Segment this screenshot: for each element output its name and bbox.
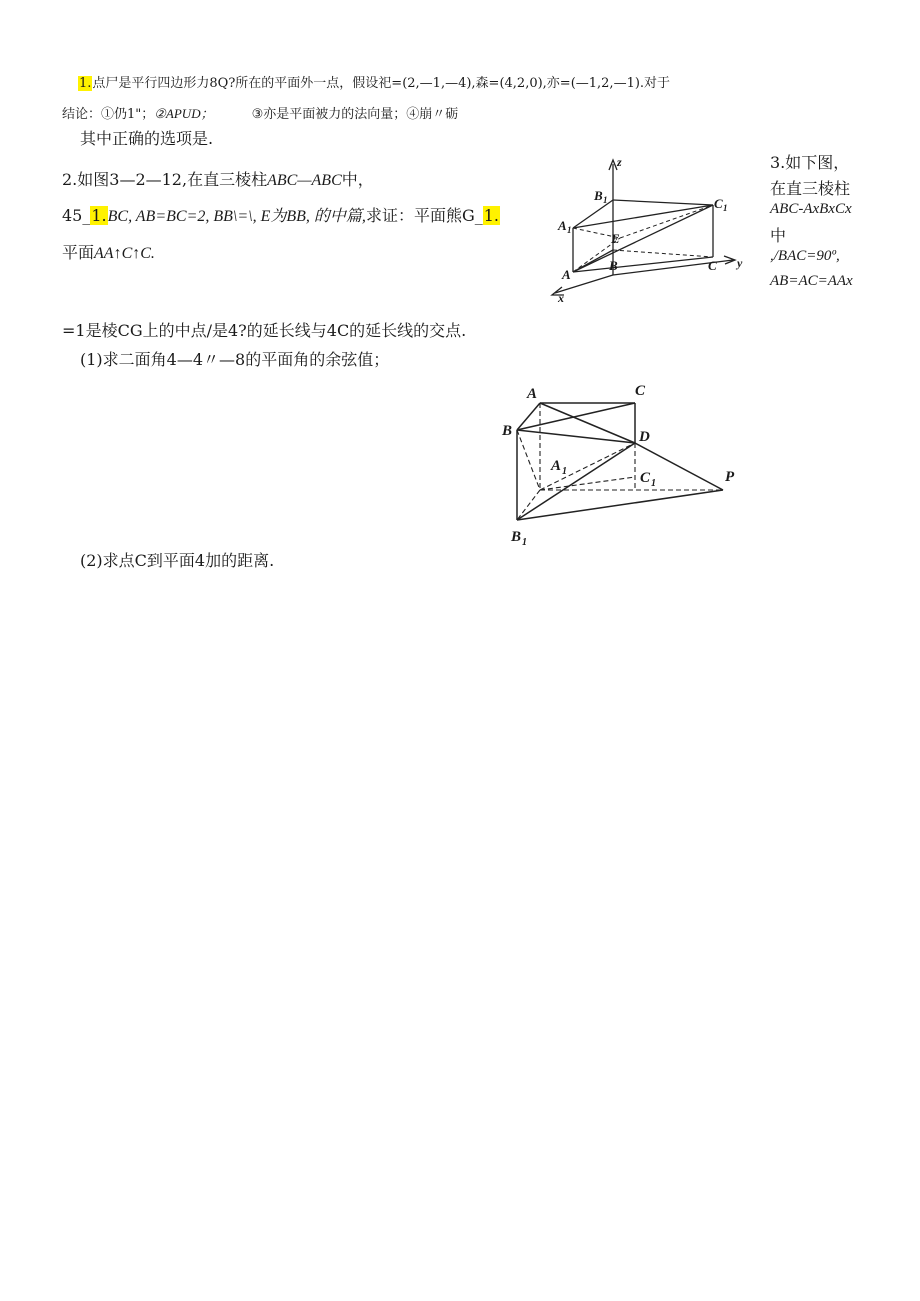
label-C1-sub: 1 bbox=[723, 203, 728, 213]
edge-A1-C1 bbox=[573, 205, 713, 228]
label-A1-sub: 1 bbox=[567, 225, 572, 235]
q2-line1 bbox=[62, 167, 374, 190]
q3-part1: (1)求二面角4—4〃—8的平面角的余弦值； bbox=[80, 350, 390, 369]
label-C: C bbox=[635, 383, 646, 399]
label-D: D bbox=[639, 429, 650, 445]
label-B1: B bbox=[594, 188, 603, 203]
edge-B-D bbox=[517, 430, 635, 443]
dashed-B-A1 bbox=[517, 430, 540, 490]
label-B1: B bbox=[511, 529, 522, 545]
q1-line2 bbox=[62, 103, 458, 122]
label-B1-sub: 1 bbox=[522, 537, 527, 548]
q2-line1-text: 2.如图3—2—12,在直三棱柱 bbox=[62, 170, 268, 189]
edge-A-C1 bbox=[573, 205, 713, 272]
q3-line1: 3.如下图， bbox=[770, 153, 850, 172]
label-A1: A bbox=[558, 218, 567, 233]
label-A: A bbox=[527, 386, 538, 402]
label-z: z bbox=[617, 155, 622, 169]
label-x: x bbox=[558, 291, 564, 305]
q3-line2: 在直三棱柱 bbox=[770, 179, 851, 198]
q2-plane-name: AA↑C↑C. bbox=[94, 245, 155, 262]
q2-plane-word: 平面 bbox=[62, 243, 95, 262]
label-C1: C bbox=[640, 470, 651, 486]
label-E: E bbox=[611, 231, 620, 246]
q2-conditions: BC, AB=BC=2, BB\=\, E为BB, 的中篇, bbox=[107, 208, 366, 225]
label-B1-sub: 1 bbox=[603, 195, 608, 205]
edge-B1-C1 bbox=[613, 200, 713, 205]
q2-line2 bbox=[62, 203, 500, 226]
label-C1: C bbox=[714, 196, 723, 211]
dashed-A1-B1 bbox=[517, 490, 540, 520]
q3-line3: ABC-AxBxCx bbox=[770, 201, 852, 217]
edge-B1-D bbox=[517, 443, 635, 520]
label-A1-sub: 1 bbox=[562, 466, 567, 477]
label-P: P bbox=[725, 469, 735, 485]
dashed-A1-C1 bbox=[540, 477, 635, 490]
q3-line6: AB=AC=AAx bbox=[770, 273, 853, 289]
label-A1: A bbox=[551, 458, 562, 474]
label-A: A bbox=[562, 267, 571, 282]
q3-line5: ,/BAC=90º, bbox=[770, 248, 840, 264]
dashed-B-C bbox=[613, 250, 713, 257]
q2-line2-start: 45_ bbox=[62, 206, 91, 225]
q1-line3: 其中正确的选项是. bbox=[80, 129, 214, 148]
q2-highlight-1: 1. bbox=[91, 206, 107, 225]
q3-part2: (2)求点C到平面4加的距离. bbox=[80, 551, 275, 570]
label-C: C bbox=[708, 258, 717, 273]
edge-B1-P bbox=[517, 490, 723, 520]
edge-B-C bbox=[517, 403, 635, 430]
q2-line3 bbox=[62, 240, 155, 263]
q1-conclusion-rest: ③亦是平面被力的法向量；④崩〃砺 bbox=[251, 107, 459, 122]
dashed-E-C1 bbox=[620, 205, 713, 238]
q2-line1-end: 中， bbox=[341, 170, 374, 189]
q1-conclusion-2: ②APUD； bbox=[154, 106, 214, 121]
q2-highlight-2: 1. bbox=[483, 206, 499, 225]
q3-line4: 中 bbox=[770, 226, 787, 245]
q2-prism-name: ABC—ABC bbox=[267, 172, 342, 189]
figure-prism-P bbox=[495, 375, 755, 550]
q3-line7: =1是棱CG上的中点/是4?的延长线与4C的延长线的交点. bbox=[62, 321, 467, 340]
label-y: y bbox=[737, 256, 743, 270]
label-C1-sub: 1 bbox=[651, 478, 656, 489]
q1-conclusion-prefix: 结论：①仍1"； bbox=[62, 107, 155, 122]
q1-line1 bbox=[78, 72, 670, 91]
figure-prism-axes bbox=[540, 150, 755, 305]
label-B: B bbox=[609, 258, 618, 273]
q1-stem: 点尸是平行四边形力8Q?所在的平面外一点，假设祀=(2,—1,—4),森=(4,2,0),亦=(—1,2,—1).对于 bbox=[92, 76, 671, 91]
label-B: B bbox=[502, 423, 513, 439]
q1-number: 1. bbox=[79, 76, 92, 91]
edge-A-D bbox=[540, 403, 635, 443]
q2-prove: 求证：平面熊G_ bbox=[365, 206, 483, 225]
